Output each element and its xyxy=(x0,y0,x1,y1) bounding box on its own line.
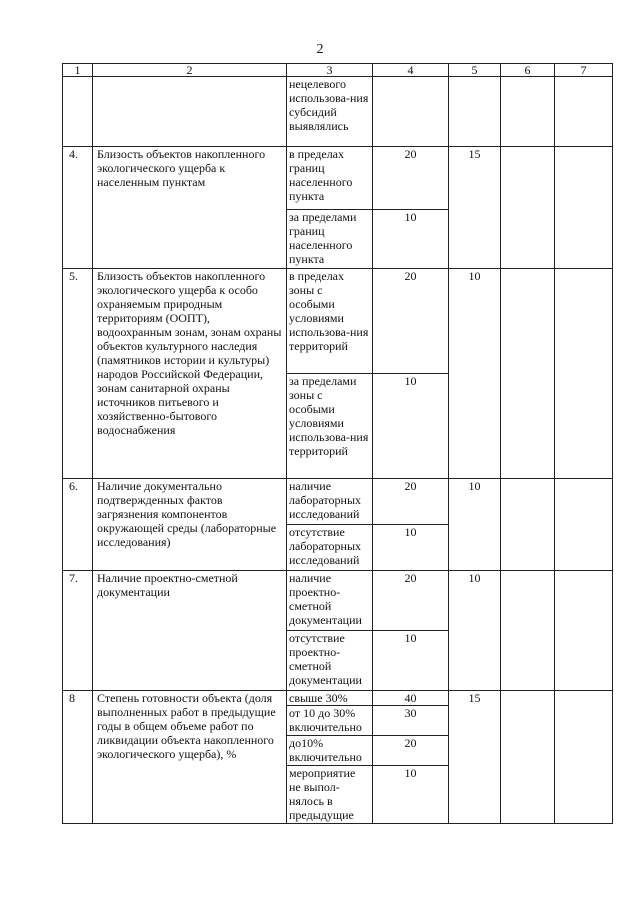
option-text: за пределами зоны с особыми условиями использова-ния территорий xyxy=(287,374,373,479)
table-row xyxy=(63,147,613,210)
option-score: 20 xyxy=(373,479,449,525)
header-col-4: 4 xyxy=(373,64,449,77)
option-text: от 10 до 30% включительно xyxy=(287,706,373,736)
criterion-name: Близость объектов накопленного экологического ущерба к населенным пунктам xyxy=(93,147,287,269)
table-row xyxy=(63,571,613,631)
option-score: 10 xyxy=(373,374,449,479)
option-text: наличие проектно-сметной документации xyxy=(287,571,373,631)
option-score: 10 xyxy=(373,631,449,691)
criterion-weight: 10 xyxy=(449,269,501,479)
option-score: 20 xyxy=(373,736,449,766)
criterion-name: Наличие документально подтвержденных фактов загрязнения компонентов окружающей среды (лабораторные исследования) xyxy=(93,479,287,571)
option-text: свыше 30% xyxy=(287,691,373,706)
option-score: 20 xyxy=(373,571,449,631)
criterion-weight: 10 xyxy=(449,479,501,571)
table-row xyxy=(63,691,613,706)
option-text: до10% включительно xyxy=(287,736,373,766)
header-col-1: 1 xyxy=(63,64,93,77)
row-num: 6. xyxy=(63,479,93,571)
header-col-2: 2 xyxy=(93,64,287,77)
option-score: 20 xyxy=(373,147,449,210)
header-col-7: 7 xyxy=(555,64,613,77)
option-score: 40 xyxy=(373,691,449,706)
option-text: отсутствие проектно-сметной документации xyxy=(287,631,373,691)
option-text: отсутствие лабораторных исследований xyxy=(287,525,373,571)
option-text: в пределах зоны с особыми условиями использова-ния территорий xyxy=(287,269,373,374)
header-col-5: 5 xyxy=(449,64,501,77)
row-num xyxy=(63,77,93,147)
criterion-name xyxy=(93,77,287,147)
row-num: 5. xyxy=(63,269,93,479)
option-score: 10 xyxy=(373,766,449,824)
header-col-6: 6 xyxy=(501,64,555,77)
criterion-weight: 15 xyxy=(449,147,501,269)
row-num: 4. xyxy=(63,147,93,269)
page-number: 2 xyxy=(316,42,324,57)
option-score: 10 xyxy=(373,210,449,269)
criteria-table xyxy=(62,63,613,824)
row-num: 8 xyxy=(63,691,93,824)
option-text: за пределами границ населенного пункта xyxy=(287,210,373,269)
row-num: 7. xyxy=(63,571,93,691)
option-score: 20 xyxy=(373,269,449,374)
table-row xyxy=(63,479,613,525)
header-row xyxy=(63,64,613,77)
option-text: нецелевого использова-ния субсидий выявлялись xyxy=(287,77,373,147)
option-score: 10 xyxy=(373,525,449,571)
option-score: 30 xyxy=(373,706,449,736)
option-text: в пределах границ населенного пункта xyxy=(287,147,373,210)
option-text: наличие лабораторных исследований xyxy=(287,479,373,525)
criterion-name: Близость объектов накопленного экологического ущерба к особо охраняемым природным территориям (ООПТ), водоохранным зонам, зонам охраны объектов культурного наследия (памятников истории и культуры) народов Российской Федерации, зонам санитарной охраны источников питьевого и хозяйственно-бытового водоснабжения xyxy=(93,269,287,479)
criterion-name: Наличие проектно-сметной документации xyxy=(93,571,287,691)
option-text: мероприятие не выпол-нялось в предыдущие xyxy=(287,766,373,824)
criterion-weight: 15 xyxy=(449,691,501,824)
criterion-weight: 10 xyxy=(449,571,501,691)
criterion-name: Степень готовности объекта (доля выполненных работ в предыдущие годы в общем объеме работ по ликвидации объекта накопленного экологического ущерба), % xyxy=(93,691,287,824)
table-row xyxy=(63,269,613,374)
continuation-row xyxy=(63,77,613,147)
header-col-3: 3 xyxy=(287,64,373,77)
